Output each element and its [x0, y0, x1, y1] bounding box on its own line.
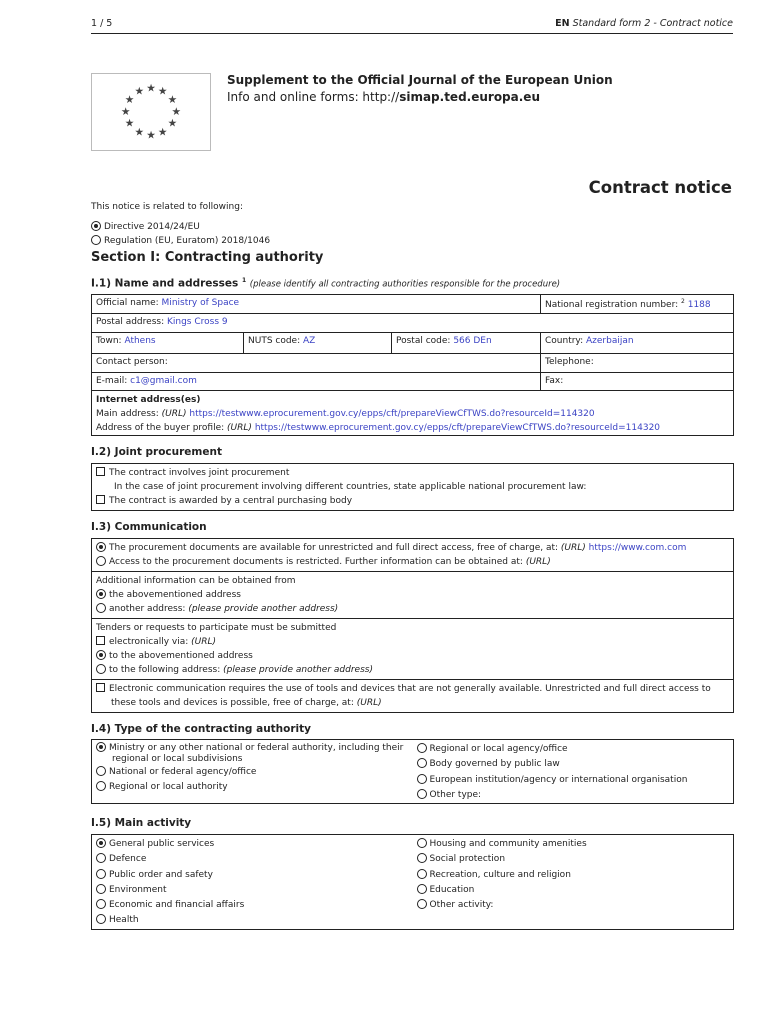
restricted-access-label: Access to the procurement documents is restricted. Further information can be obtained at: — [109, 557, 523, 567]
activity-option[interactable] — [417, 837, 730, 852]
activity-label: Environment — [109, 884, 167, 895]
submit-above-address-label: to the abovementioned address — [109, 651, 253, 661]
activity-label: Other activity: — [429, 900, 494, 911]
svg-text:★: ★ — [134, 84, 145, 98]
unrestricted-access-option[interactable] — [92, 541, 733, 555]
official-name-label: Official name: — [96, 298, 159, 308]
regional-agency-option[interactable] — [417, 742, 730, 757]
s15-box — [91, 834, 734, 930]
checkbox-icon[interactable] — [96, 467, 105, 476]
postal-cell — [92, 314, 733, 332]
documents-url-link[interactable]: https://www.com.com — [588, 543, 687, 553]
nuts-value: AZ — [303, 336, 316, 346]
page-header — [91, 18, 733, 34]
ministry-label: Ministry or any other national or federal authority, including their — [109, 743, 404, 753]
submit-above-address-option[interactable] — [92, 649, 733, 663]
directive-option[interactable] — [91, 221, 270, 232]
buyer-profile-label: Address of the buyer profile: — [96, 423, 225, 433]
svg-text:★: ★ — [134, 125, 145, 139]
activity-option[interactable] — [96, 837, 409, 852]
radio-selected-icon[interactable] — [96, 542, 106, 552]
buyer-profile-line — [96, 421, 729, 435]
s15-left-column — [92, 835, 413, 929]
s12-title: I.2) Joint procurement — [91, 446, 222, 458]
another-address-note: (please provide another address) — [188, 604, 339, 614]
electronic-submission-option[interactable] — [92, 635, 733, 649]
other-type-option[interactable] — [417, 788, 730, 803]
activity-label: Housing and community amenities — [429, 839, 587, 849]
above-address-label: the abovementioned address — [109, 590, 241, 600]
s11-sup: 1 — [241, 277, 247, 284]
electronic-tools-group — [92, 680, 733, 712]
telephone-cell — [541, 354, 733, 372]
s11-table — [91, 294, 734, 436]
official-name-value: Ministry of Space — [161, 298, 240, 308]
natreg-value: 1188 — [687, 300, 711, 310]
joint-procurement-option[interactable] — [92, 466, 733, 480]
checkbox-icon[interactable] — [96, 683, 105, 692]
activity-label: Education — [429, 884, 475, 895]
postal-value: Kings Cross 9 — [166, 317, 228, 327]
radio-selected-icon[interactable] — [96, 742, 106, 752]
activity-option[interactable] — [96, 883, 409, 898]
svg-text:★: ★ — [157, 84, 168, 98]
buyer-url-tag: (URL) — [227, 423, 252, 433]
supplement-title: Supplement to the Official Journal of the European Union — [227, 73, 613, 87]
central-purchasing-label: The contract is awarded by a central purchasing body — [109, 496, 353, 506]
electronic-tools-label: Electronic communication requires the use of tools and devices that are not generally available. Unrestricted and full direct access to — [109, 684, 711, 694]
tools-url-tag: (URL) — [356, 698, 382, 708]
related-label: This notice is related to following: — [91, 202, 243, 212]
postal-label: Postal address: — [96, 317, 165, 327]
unrestricted-access-label: The procurement documents are available for unrestricted and full direct access, free of charge, at: — [109, 543, 559, 553]
main-address-link[interactable]: https://testwww.eprocurement.gov.cy/epps/cft/prepareViewCfTWS.do?resourceId=114320 — [189, 409, 595, 419]
svg-text:★: ★ — [120, 104, 131, 118]
telephone-label: Telephone: — [545, 357, 594, 367]
national-agency-option[interactable] — [96, 765, 409, 780]
s11-note: (please identify all contracting authorities responsible for the procedure) — [249, 279, 561, 290]
supplement-block — [227, 73, 613, 104]
language-code: EN — [555, 18, 570, 29]
town-cell — [92, 333, 244, 353]
radio-icon[interactable] — [417, 838, 427, 848]
submission-group — [92, 619, 733, 680]
regional-authority-label: Regional or local authority — [109, 782, 228, 793]
main-url-tag: (URL) — [161, 409, 187, 419]
another-address-option[interactable] — [92, 602, 733, 616]
public-law-body-option[interactable] — [417, 757, 730, 772]
svg-text:★: ★ — [124, 116, 135, 130]
radio-icon[interactable] — [96, 884, 106, 894]
form-label — [555, 18, 733, 33]
radio-icon[interactable] — [91, 235, 101, 245]
activity-option[interactable] — [96, 913, 409, 928]
s14-box — [91, 739, 734, 804]
info-prefix: Info and online forms: http:// — [227, 90, 400, 104]
radio-icon[interactable] — [96, 869, 106, 879]
s13-box — [91, 538, 734, 713]
checkbox-icon[interactable] — [96, 636, 105, 645]
official-name-cell — [92, 295, 541, 313]
natreg-label: National registration number: — [545, 300, 679, 310]
supplement-info — [227, 90, 613, 104]
buyer-profile-link[interactable]: https://testwww.eprocurement.gov.cy/epps/cft/prepareViewCfTWS.do?resourceId=114320 — [254, 423, 661, 433]
main-address-label: Main address: — [96, 409, 159, 419]
radio-icon[interactable] — [96, 899, 106, 909]
activity-label: General public services — [109, 839, 215, 849]
s14-title: I.4) Type of the contracting authority — [91, 723, 312, 735]
radio-icon[interactable] — [96, 914, 106, 924]
activity-option[interactable] — [96, 852, 409, 867]
svg-text:★: ★ — [171, 104, 182, 118]
town-label: Town: — [96, 336, 122, 346]
activity-option[interactable] — [96, 868, 409, 883]
internet-cell — [92, 391, 733, 435]
ministry-option[interactable] — [96, 742, 409, 754]
s15-right-column — [413, 835, 734, 929]
activity-label: Public order and safety — [109, 869, 213, 880]
notice-title: Contract notice — [588, 178, 732, 197]
country-cell — [541, 333, 733, 353]
activity-option[interactable] — [417, 868, 730, 883]
radio-icon[interactable] — [417, 758, 427, 768]
activity-option[interactable] — [417, 898, 730, 913]
country-value: Azerbaijan — [586, 336, 634, 346]
email-cell — [92, 373, 541, 390]
submit-following-address-option[interactable] — [92, 663, 733, 677]
eu-institution-label: European institution/agency or international organisation — [429, 774, 688, 785]
radio-icon[interactable] — [96, 556, 106, 566]
additional-info-label: Additional information can be obtained from — [96, 576, 296, 586]
s15-title: I.5) Main activity — [91, 817, 192, 829]
eu-institution-option[interactable] — [417, 773, 730, 788]
svg-text:★: ★ — [146, 81, 156, 95]
documents-access-group — [92, 539, 733, 572]
radio-icon[interactable] — [96, 781, 106, 791]
email-label: E-mail: — [96, 376, 128, 386]
regional-authority-option[interactable] — [96, 780, 409, 795]
nuts-cell — [244, 333, 392, 353]
radio-selected-icon[interactable] — [96, 838, 106, 848]
postcode-value: 566 DEn — [453, 336, 492, 346]
form-name: Standard form 2 - Contract notice — [572, 18, 733, 29]
radio-icon[interactable] — [417, 774, 427, 784]
activity-label: Economic and financial affairs — [109, 900, 245, 911]
activity-label: Recreation, culture and religion — [429, 869, 571, 880]
above-address-option[interactable] — [92, 588, 733, 602]
joint-law-line: In the case of joint procurement involving different countries, state applicable national procurement law: — [114, 482, 587, 492]
checkbox-icon[interactable] — [96, 495, 105, 504]
directive-label: Directive 2014/24/EU — [104, 222, 200, 232]
svg-text:★: ★ — [167, 116, 178, 130]
radio-icon[interactable] — [417, 884, 427, 894]
eu-flag-logo — [91, 73, 211, 151]
svg-text:★: ★ — [157, 125, 168, 139]
activity-label: Defence — [109, 854, 147, 865]
section-1-title: Section I: Contracting authority — [91, 250, 324, 265]
radio-icon[interactable] — [417, 743, 427, 753]
radio-icon[interactable] — [96, 853, 106, 863]
svg-text:★: ★ — [146, 128, 156, 142]
radio-icon[interactable] — [96, 603, 106, 613]
public-law-body-label: Body governed by public law — [429, 759, 560, 770]
fax-cell — [541, 373, 733, 390]
natreg-cell — [541, 295, 733, 313]
radio-icon[interactable] — [96, 766, 106, 776]
activity-label: Social protection — [429, 854, 506, 865]
s14-left-column — [92, 740, 413, 803]
activity-option[interactable] — [417, 883, 730, 898]
electronic-url-tag: (URL) — [191, 637, 217, 647]
radio-icon[interactable] — [417, 899, 427, 909]
page-number: 1 / 5 — [91, 18, 113, 29]
activity-option[interactable] — [96, 898, 409, 913]
svg-text:★: ★ — [124, 93, 135, 107]
contact-cell — [92, 354, 541, 372]
radio-icon[interactable] — [417, 789, 427, 799]
other-type-label: Other type: — [429, 789, 482, 800]
central-purchasing-option[interactable] — [92, 494, 733, 508]
town-value: Athens — [124, 336, 156, 346]
radio-selected-icon[interactable] — [91, 221, 101, 231]
electronic-submission-label: electronically via: — [109, 637, 189, 647]
radio-icon[interactable] — [96, 664, 106, 674]
s11-title-text: I.1) Name and addresses — [91, 277, 239, 290]
restricted-url-tag: (URL) — [525, 557, 551, 567]
joint-procurement-label: The contract involves joint procurement — [109, 468, 290, 478]
eu-stars-icon — [92, 74, 210, 150]
another-address-label: another address: — [109, 604, 186, 614]
activity-option[interactable] — [417, 852, 730, 867]
radio-icon[interactable] — [417, 853, 427, 863]
activity-label: Health — [109, 915, 139, 926]
s12-box — [91, 463, 734, 511]
unrestricted-url-tag: (URL) — [560, 543, 586, 553]
submission-label: Tenders or requests to participate must be submitted — [96, 623, 337, 633]
electronic-tools-option[interactable] — [92, 682, 733, 696]
info-site-link[interactable]: simap.ted.europa.eu — [399, 90, 540, 104]
radio-selected-icon[interactable] — [96, 650, 106, 660]
email-value[interactable]: c1@gmail.com — [130, 376, 197, 386]
regulation-label: Regulation (EU, Euratom) 2018/1046 — [104, 236, 271, 246]
national-agency-label: National or federal agency/office — [109, 767, 257, 777]
country-label: Country: — [545, 336, 584, 346]
following-address-note: (please provide another address) — [223, 665, 373, 675]
s13-title: I.3) Communication — [91, 521, 207, 533]
submit-following-address-label: to the following address: — [109, 665, 221, 675]
electronic-tools-line2 — [92, 696, 733, 710]
radio-icon[interactable] — [417, 869, 427, 879]
additional-info-group — [92, 572, 733, 619]
electronic-tools-label-2: these tools and devices is possible, free of charge, at: — [111, 698, 354, 708]
regional-agency-label: Regional or local agency/office — [429, 744, 568, 754]
s11-title — [91, 277, 560, 290]
radio-selected-icon[interactable] — [96, 589, 106, 599]
regulation-option[interactable] — [91, 235, 270, 246]
contact-label: Contact person: — [96, 357, 168, 367]
svg-text:★: ★ — [167, 93, 178, 107]
postcode-cell — [392, 333, 541, 353]
related-block — [91, 202, 270, 246]
restricted-access-option[interactable] — [92, 555, 733, 569]
postcode-label: Postal code: — [396, 336, 451, 346]
fax-label: Fax: — [545, 376, 564, 386]
nuts-label: NUTS code: — [248, 336, 301, 346]
ministry-label-2: regional or local subdivisions — [112, 754, 243, 764]
natreg-sup: 2 — [681, 298, 685, 305]
main-address-line — [96, 407, 729, 421]
s14-right-column — [413, 740, 734, 803]
internet-label: Internet address(es) — [96, 395, 201, 405]
